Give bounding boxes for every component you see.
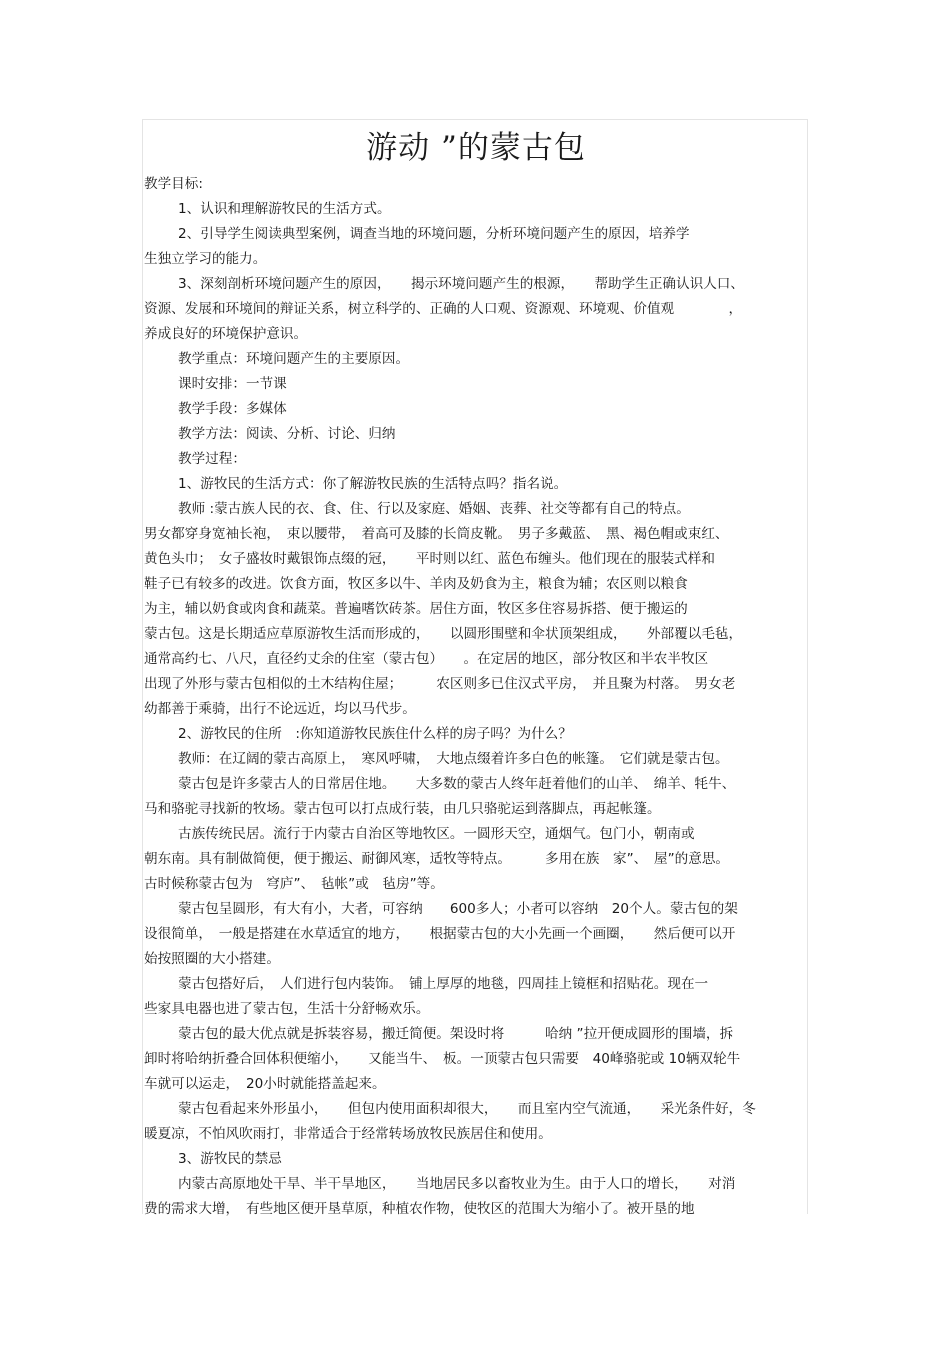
- objective-3-cont: 养成良好的环境保护意识。: [144, 326, 308, 342]
- paragraph-line: 男女都穿身宽袖长袍， 束以腰带， 着高可及膝的长筒皮靴。 男子多戴蓝、 黑、褐色帽或束红、: [144, 526, 729, 542]
- objective-2: 2、引导学生阅读典型案例，调查当地的环境问题，分析环境问题产生的原因，培养学: [178, 226, 690, 242]
- paragraph-line: 始按照圈的大小搭建。: [144, 951, 280, 967]
- paragraph-line: 蒙古包呈圆形，有大有小，大者，可容纳 600多人；小者可以容纳 20个人。蒙古包的架: [178, 901, 738, 917]
- page-title: 游动 ”的蒙古包: [366, 130, 586, 166]
- paragraph-line: 设很简单， 一般是搭建在水草适宜的地方， 根据蒙古包的大小先画一个画圈， 然后便可以开: [144, 926, 736, 942]
- objective-2-cont: 生独立学习的能力。: [144, 251, 267, 267]
- section-1-heading: 1、游牧民的生活方式：你了解游牧民族的生活特点吗？指名说。: [178, 476, 568, 492]
- paragraph-line: 为主，辅以奶食或肉食和蔬菜。普遍嗜饮砖茶。居住方面，牧区多住容易拆搭、便于搬运的: [144, 601, 688, 617]
- teaching-process: 教学过程：: [178, 451, 246, 467]
- paragraph-line: 幼都善于乘骑，出行不论远近，均以马代步。: [144, 701, 416, 717]
- objective-3: 3、深刻剖析环境问题产生的原因， 揭示环境问题产生的根源， 帮助学生正确认识人口、: [178, 276, 744, 292]
- paragraph-line: 费的需求大增， 有些地区便开垦草原，种植农作物，使牧区的范围大为缩小了。被开垦的地: [144, 1201, 695, 1217]
- paragraph-line: 内蒙古高原地处干旱、半干旱地区， 当地居民多以畜牧业为生。由于人口的增长， 对消: [178, 1176, 736, 1192]
- paragraph-line: 马和骆驼寻找新的牧场。蒙古包可以打点成行装，由几只骆驼运到落脚点，再起帐篷。: [144, 801, 661, 817]
- paragraph-line: 卸时将哈纳折叠合回体积便缩小， 又能当牛、 板。一顶蒙古包只需要 40峰骆驼或 10辆双轮牛: [144, 1051, 741, 1067]
- paragraph-line: 蒙古包。这是长期适应草原游牧生活而形成的， 以圆形围壁和伞状顶架组成， 外部覆以毛毡，: [144, 626, 743, 642]
- paragraph-line: 蒙古包是许多蒙古人的日常居住地。 大多数的蒙古人终年赶着他们的山羊、 绵羊、牦牛、: [178, 776, 736, 792]
- teaching-method: 教学方法：阅读、分析、讨论、归纳: [178, 426, 396, 442]
- paragraph-line: 古时候称蒙古包为 穹庐”、 毡帐”或 毡房”等。: [144, 876, 444, 892]
- objective-1: 1、认识和理解游牧民的生活方式。: [178, 201, 391, 217]
- paragraph-line: 古族传统民居。流行于内蒙古自治区等地牧区。一圆形天空，通烟气。包门小，朝南或: [178, 826, 695, 842]
- paragraph-line: 鞋子已有较多的改进。饮食方面，牧区多以牛、羊肉及奶食为主，粮食为辅；农区则以粮食: [144, 576, 688, 592]
- section-2-heading: 2、游牧民的住所 :你知道游牧民族住什么样的房子吗？为什么？: [178, 726, 572, 742]
- document-body: [144, 124, 808, 1222]
- schedule: 课时安排：一节课: [178, 376, 287, 392]
- section-3-heading: 3、游牧民的禁忌: [178, 1151, 282, 1167]
- paragraph-line: 蒙古包的最大优点就是拆装容易，搬迁简便。架设时将 哈纳 ”拉开便成圆形的围墙，拆: [178, 1026, 734, 1042]
- objective-3-cont: 资源、发展和环境间的辩证关系，树立科学的、正确的人口观、资源观、环境观、价值观 ，: [144, 301, 743, 317]
- section-label: 教学目标:: [144, 176, 203, 192]
- paragraph-line: 暖夏凉，不怕风吹雨打，非常适合于经常转场放牧民族居住和使用。: [144, 1126, 552, 1142]
- teaching-focus: 教学重点：环境问题产生的主要原因。: [178, 351, 410, 367]
- teaching-means: 教学手段：多媒体: [178, 401, 287, 417]
- paragraph-line: 教师：在辽阔的蒙古高原上， 寒风呼啸， 大地点缀着许多白色的帐篷。 它们就是蒙古包。: [178, 751, 729, 767]
- paragraph-line: 蒙古包看起来外形虽小， 但包内使用面积却很大， 而且室内空气流通， 采光条件好，冬: [178, 1101, 756, 1117]
- paragraph-line: 蒙古包搭好后， 人们进行包内装饰。 铺上厚厚的地毯，四周挂上镜框和招贴花。现在一: [178, 976, 709, 992]
- paragraph-line: 通常高约七、八尺，直径约丈余的住室（蒙古包） 。在定居的地区，部分牧区和半农半牧区: [144, 651, 709, 667]
- paragraph-line: 教师 :蒙古族人民的衣、食、住、行以及家庭、婚姻、丧葬、社交等都有自己的特点。: [178, 501, 690, 517]
- paragraph-line: 朝东南。具有制做简便，便于搬运、耐御风寒，适牧等特点。 多用在族 家”、 屋”的意思。: [144, 851, 730, 867]
- paragraph-line: 出现了外形与蒙古包相似的土木结构住屋； 农区则多已住汉式平房， 并且聚为村落。 男女老: [144, 676, 736, 692]
- paragraph-line: 黄色头巾； 女子盛妆时戴银饰点缀的冠， 平时则以红、蓝色布缠头。他们现在的服装式样和: [144, 551, 715, 567]
- paragraph-line: 些家具电器也进了蒙古包，生活十分舒畅欢乐。: [144, 1001, 430, 1017]
- paragraph-line: 车就可以运走， 20小时就能搭盖起来。: [144, 1076, 386, 1092]
